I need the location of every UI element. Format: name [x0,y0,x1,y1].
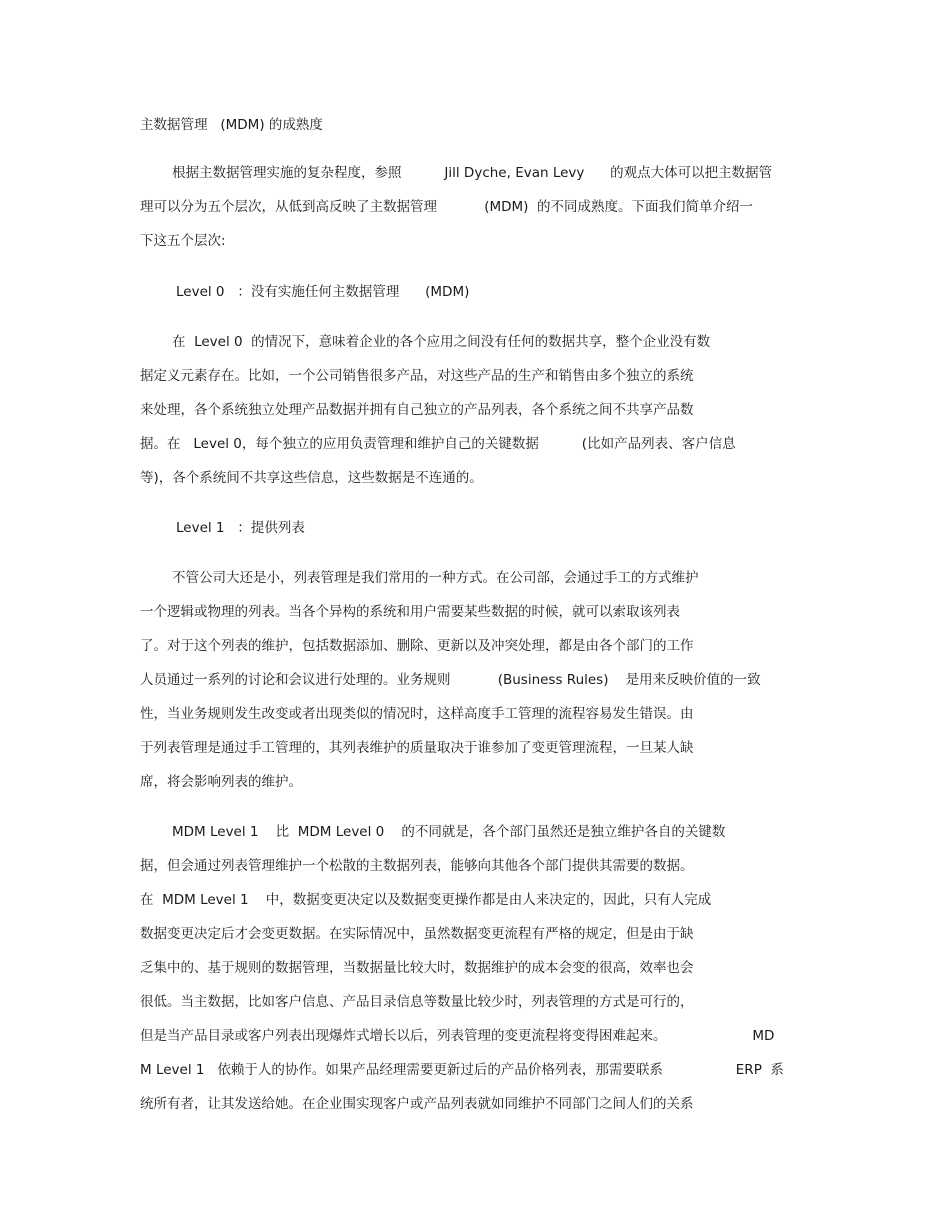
level1-p2-line-2: 据，但会通过列表管理维护一个松散的主数据列表，能够向其他各个部门提供其需要的数据。 [140,858,694,874]
level1-p1-line-7: 席，将会影响列表的维护。 [140,774,302,790]
intro-line-1: 根据主数据管理实施的复杂程度，参照 Jill Dyche, Evan Levy 的观点大体可以把主数据管 [172,165,773,181]
intro-line-3: 下这五个层次: [140,233,226,249]
level0-heading: Level 0 ：没有实施任何主数据管理 (MDM) [176,284,470,300]
intro-line-2: 理可以分为五个层次，从低到高反映了主数据管理 (MDM) 的不同成熟度。下面我们简单介绍一 [140,199,754,215]
level1-p2-line-3: 在 MDM Level 1 中，数据变更决定以及数据变更操作都是由人来决定的，因此，只有人完成 [140,892,712,908]
level1-p1-line-1: 不管公司大还是小，列表管理是我们常用的一种方式。在公司部，会通过手工的方式维护 [172,570,699,586]
level1-p1-line-2: 一个逻辑或物理的列表。当各个异构的系统和用户需要某些数据的时候，就可以索取该列表 [140,604,680,620]
level1-p1-line-4: 人员通过一系列的讨论和会议进行处理的。业务规则 (Business Rules) 是用来反映价值的一致 [140,672,761,688]
level1-p1-line-3: 了。对于这个列表的维护，包括数据添加、删除、更新以及冲突处理，都是由各个部门的工作 [140,638,694,654]
level1-p2-line-8: M Level 1 依赖于人的协作。如果产品经理需要更新过后的产品价格列表，那需要联系 ERP 系 [140,1062,784,1078]
level0-line-1: 在 Level 0 的情况下，意味着企业的各个应用之间没有任何的数据共享，整个企业没有数 [172,334,711,350]
level1-p2-line-4: 数据变更决定后才会变更数据。在实际情况中，虽然数据变更流程有严格的规定，但是由于缺 [140,926,694,942]
level0-line-4: 据。在 Level 0，每个独立的应用负责管理和维护自己的关键数据 (比如产品列表、客户信息 [140,436,736,452]
level1-p1-line-5: 性，当业务规则发生改变或者出现类似的情况时，这样高度手工管理的流程容易发生错误。由 [140,706,694,722]
level1-p2-line-6: 很低。当主数据，比如客户信息、产品目录信息等数量比较少时，列表管理的方式是可行的， [140,994,694,1010]
document-title: 主数据管理 (MDM) 的成熟度 [140,117,323,133]
level1-p2-line-9: 统所有者，让其发送给她。在企业围实现客户或产品列表就如同维护不同部门之间人们的关系 [140,1096,694,1112]
level1-p1-line-6: 于列表管理是通过手工管理的，其列表维护的质量取决于谁参加了变更管理流程，一旦某人缺 [140,740,694,756]
level1-p2-line-1: MDM Level 1 比 MDM Level 0 的不同就是，各个部门虽然还是独立维护各自的关键数 [172,824,726,840]
level1-p2-line-7: 但是当产品目录或客户列表出现爆炸式增长以后，列表管理的变更流程将变得困难起来。 MD [140,1028,775,1044]
level1-heading: Level 1 ：提供列表 [176,520,305,536]
level0-line-2: 据定义元素存在。比如，一个公司销售很多产品，对这些产品的生产和销售由多个独立的系统 [140,368,694,384]
level0-line-5: 等)，各个系统间不共享这些信息，这些数据是不连通的。 [140,470,483,486]
level1-p2-line-5: 乏集中的、基于规则的数据管理，当数据量比较大时，数据维护的成本会变的很高，效率也会 [140,960,694,976]
level0-line-3: 来处理，各个系统独立处理产品数据并拥有自己独立的产品列表，各个系统之间不共享产品数 [140,402,694,418]
